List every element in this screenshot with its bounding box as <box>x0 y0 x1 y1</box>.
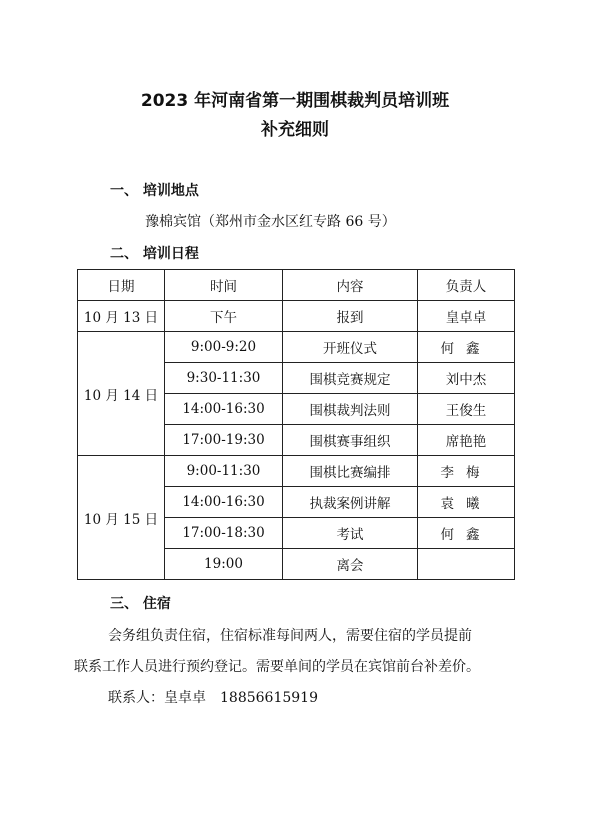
time-cell: 19:00 <box>165 549 283 580</box>
time-cell: 17:00-19:30 <box>165 425 283 456</box>
accommodation-line-2: 联系工作人员进行预约登记。需要单间的学员在宾馆前台补差价。 <box>74 659 480 675</box>
content-cell: 离会 <box>283 549 418 580</box>
table-row <box>78 301 515 332</box>
person-cell: 袁曦 <box>418 487 515 518</box>
time-cell: 14:00-16:30 <box>165 487 283 518</box>
time-cell: 下午 <box>165 301 283 332</box>
person-cell: 何鑫 <box>418 332 515 363</box>
content-cell: 围棋赛事组织 <box>283 425 418 456</box>
header-person: 负责人 <box>418 270 515 301</box>
date-cell: 10 月 13 日 <box>78 301 165 332</box>
date-cell: 10 月 15 日 <box>78 456 165 580</box>
time-cell: 9:00-9:20 <box>165 332 283 363</box>
header-content: 内容 <box>283 270 418 301</box>
content-cell: 开班仪式 <box>283 332 418 363</box>
time-cell: 14:00-16:30 <box>165 394 283 425</box>
time-cell: 9:30-11:30 <box>165 363 283 394</box>
person-cell: 皇卓卓 <box>418 301 515 332</box>
date-cell: 10 月 14 日 <box>78 332 165 456</box>
location-text: 豫棉宾馆（郑州市金水区红专路 66 号） <box>145 214 396 230</box>
person-cell: 王俊生 <box>418 394 515 425</box>
time-cell: 9:00-11:30 <box>165 456 283 487</box>
content-cell: 报到 <box>283 301 418 332</box>
content-cell: 考试 <box>283 518 418 549</box>
schedule-table <box>77 269 515 580</box>
section-heading-schedule: 二、 培训日程 <box>110 246 199 262</box>
document-title-line2: 补充细则 <box>261 120 329 140</box>
header-date: 日期 <box>78 270 165 301</box>
header-time: 时间 <box>165 270 283 301</box>
person-cell <box>418 549 515 580</box>
table-row <box>78 332 515 363</box>
content-cell: 围棋竞赛规定 <box>283 363 418 394</box>
document-title-line1: 2023 年河南省第一期围棋裁判员培训班 <box>140 91 450 111</box>
accommodation-line-1: 会务组负责住宿，住宿标准每间两人，需要住宿的学员提前 <box>108 628 472 644</box>
person-cell: 刘中杰 <box>418 363 515 394</box>
person-cell: 李梅 <box>418 456 515 487</box>
table-row <box>78 456 515 487</box>
content-cell: 围棋裁判法则 <box>283 394 418 425</box>
content-cell: 围棋比赛编排 <box>283 456 418 487</box>
person-cell: 席艳艳 <box>418 425 515 456</box>
person-cell: 何鑫 <box>418 518 515 549</box>
table-header-row <box>78 270 515 301</box>
contact-line: 联系人：皇卓卓 18856615919 <box>108 690 318 706</box>
content-cell: 执裁案例讲解 <box>283 487 418 518</box>
time-cell: 17:00-18:30 <box>165 518 283 549</box>
section-heading-location: 一、 培训地点 <box>110 183 199 199</box>
section-heading-accommodation: 三、 住宿 <box>110 596 171 612</box>
